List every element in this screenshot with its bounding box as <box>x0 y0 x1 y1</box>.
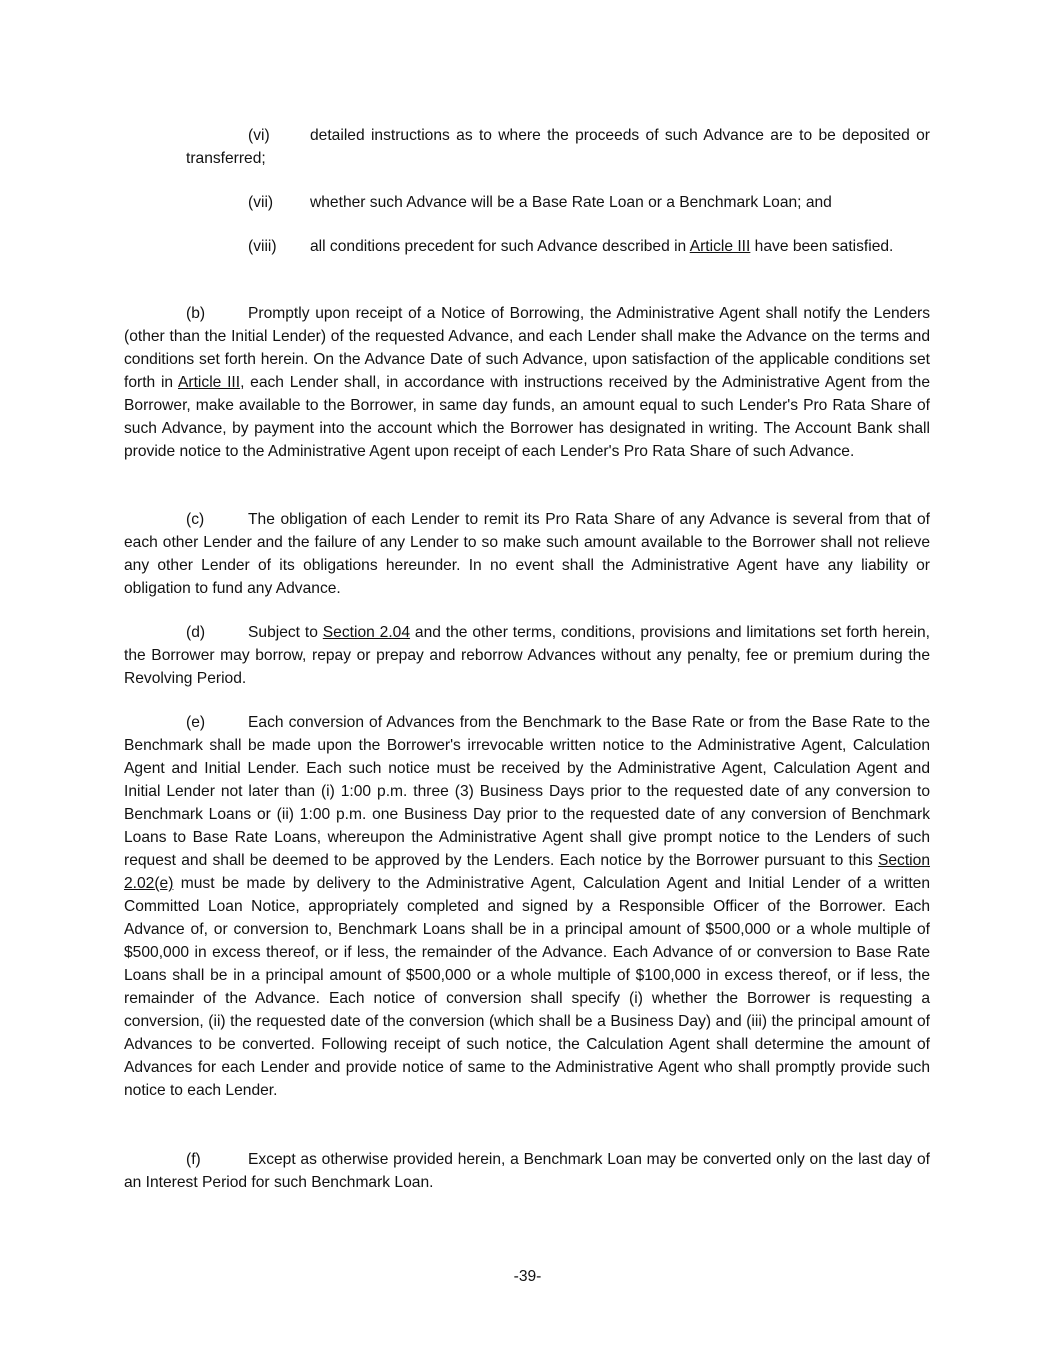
paragraph-text: Except as otherwise provided herein, a Benchmark Loan may be converted only on the last day of an Interest Period for such Benchmark Loan. <box>124 1151 930 1191</box>
paragraph-b <box>124 302 930 463</box>
paragraph-c <box>124 508 930 600</box>
item-viii <box>186 235 930 258</box>
item-text: all conditions precedent for such Advance described in <box>310 238 690 255</box>
item-text-end: have been satisfied. <box>750 238 894 255</box>
article-iii-link[interactable]: Article III <box>689 238 751 255</box>
paragraph-text-end: must be made by delivery to the Administrative Agent, Calculation Agent and Initial Lender of a written Committed Loan Notice, appropriately completed and signed by a Responsible Officer of the Borrower. Each Advance of, or conversion to, Benchmark Loans shall be in a principal amount of $500,000 or a whole multiple of $500,000 in excess thereof, or if less, the remainder of the Advance. Each Advance of or conversion to Base Rate Loans shall be in a principal amount of $500,000 or a whole multiple of $100,000 in excess thereof, or if less, the remainder of the Advance. Each notice of conversion shall specify (i) whether the Borrower is requesting a conversion, (ii) the requested date of the conversion (which shall be a Business Day) and (iii) the principal amount of Advances to be converted. Following receipt of such notice, the Calculation Agent shall determine the amount of Advances for each Lender and provide notice of same to the Administrative Agent who shall promptly provide such notice to each Lender. <box>124 875 930 1099</box>
page-number: -39- <box>513 1268 542 1285</box>
item-vii <box>186 191 930 214</box>
item-text: detailed instructions as to where the proceeds of such Advance are to be deposited or transferred; <box>186 127 930 167</box>
paragraph-d <box>124 621 930 690</box>
item-label: (vi) <box>248 127 270 144</box>
item-vi <box>186 124 930 170</box>
paragraph-label: (f) <box>186 1151 201 1168</box>
paragraph-text-end: , each Lender shall, in accordance with instructions received by the Administrative Agent from the Borrower, make available to the Borrower, in same day funds, an amount equal to such Lender's Pro Rata Share of such Advance, by payment into the account which the Borrower has designated in writing. The Account Bank shall provide notice to the Administrative Agent upon receipt of each Lender's Pro Rata Share of such Advance. <box>124 374 930 460</box>
paragraph-label: (e) <box>186 714 206 731</box>
paragraph-text: Subject to <box>248 624 323 641</box>
item-label: (vii) <box>248 194 274 211</box>
paragraph-label: (c) <box>186 511 205 528</box>
paragraph-f <box>124 1148 930 1194</box>
paragraph-e <box>124 711 930 1102</box>
paragraph-text: Each conversion of Advances from the Benchmark to the Base Rate or from the Base Rate to the Benchmark shall be made upon the Borrower's irrevocable written notice to the Administrative Agent, Calculation Agent and Initial Lender. Each such notice must be received by the Administrative Agent, Calculation Agent and Initial Lender not later than (i) 1:00 p.m. three (3) Business Days prior to the requested date of any conversion to Benchmark Loans or (ii) 1:00 p.m. one Business Day prior to the requested date of any conversion of Benchmark Loans to Base Rate Loans, whereupon the Administrative Agent shall give prompt notice to the Lenders of such request and shall be deemed to be approved by the Lenders. Each notice by the Borrower pursuant to this <box>124 714 930 869</box>
paragraph-text: Promptly upon receipt of a Notice of Borrowing, the Administrative Agent shall notify the Lenders (other than the Initial Lender) of the requested Advance, and each Lender shall make the Advance on the terms and conditions set forth herein. On the Advance Date of such Advance, upon satisfaction of the applicable conditions set forth in <box>124 305 930 391</box>
item-label: (viii) <box>248 238 277 255</box>
item-text: whether such Advance will be a Base Rate Loan or a Benchmark Loan; and <box>310 194 832 211</box>
article-iii-link[interactable]: Article III <box>178 374 241 391</box>
section-2-04-link[interactable]: Section 2.04 <box>322 624 411 641</box>
paragraph-text-end: and the other terms, conditions, provisions and limitations set forth herein, the Borrower may borrow, repay or prepay and reborrow Advances without any penalty, fee or premium during the Revolving Period. <box>124 624 931 687</box>
paragraph-label: (b) <box>186 305 206 322</box>
section-2-02e-link[interactable]: Section 2.02(e) <box>124 852 930 892</box>
paragraph-text: The obligation of each Lender to remit its Pro Rata Share of any Advance is several from that of each other Lender and the failure of any Lender to so make such amount available to the Borrower shall not relieve any other Lender of its obligations hereunder. In no event shall the Administrative Agent have any liability or obligation to fund any Advance. <box>124 511 930 597</box>
paragraph-label: (d) <box>186 624 206 641</box>
